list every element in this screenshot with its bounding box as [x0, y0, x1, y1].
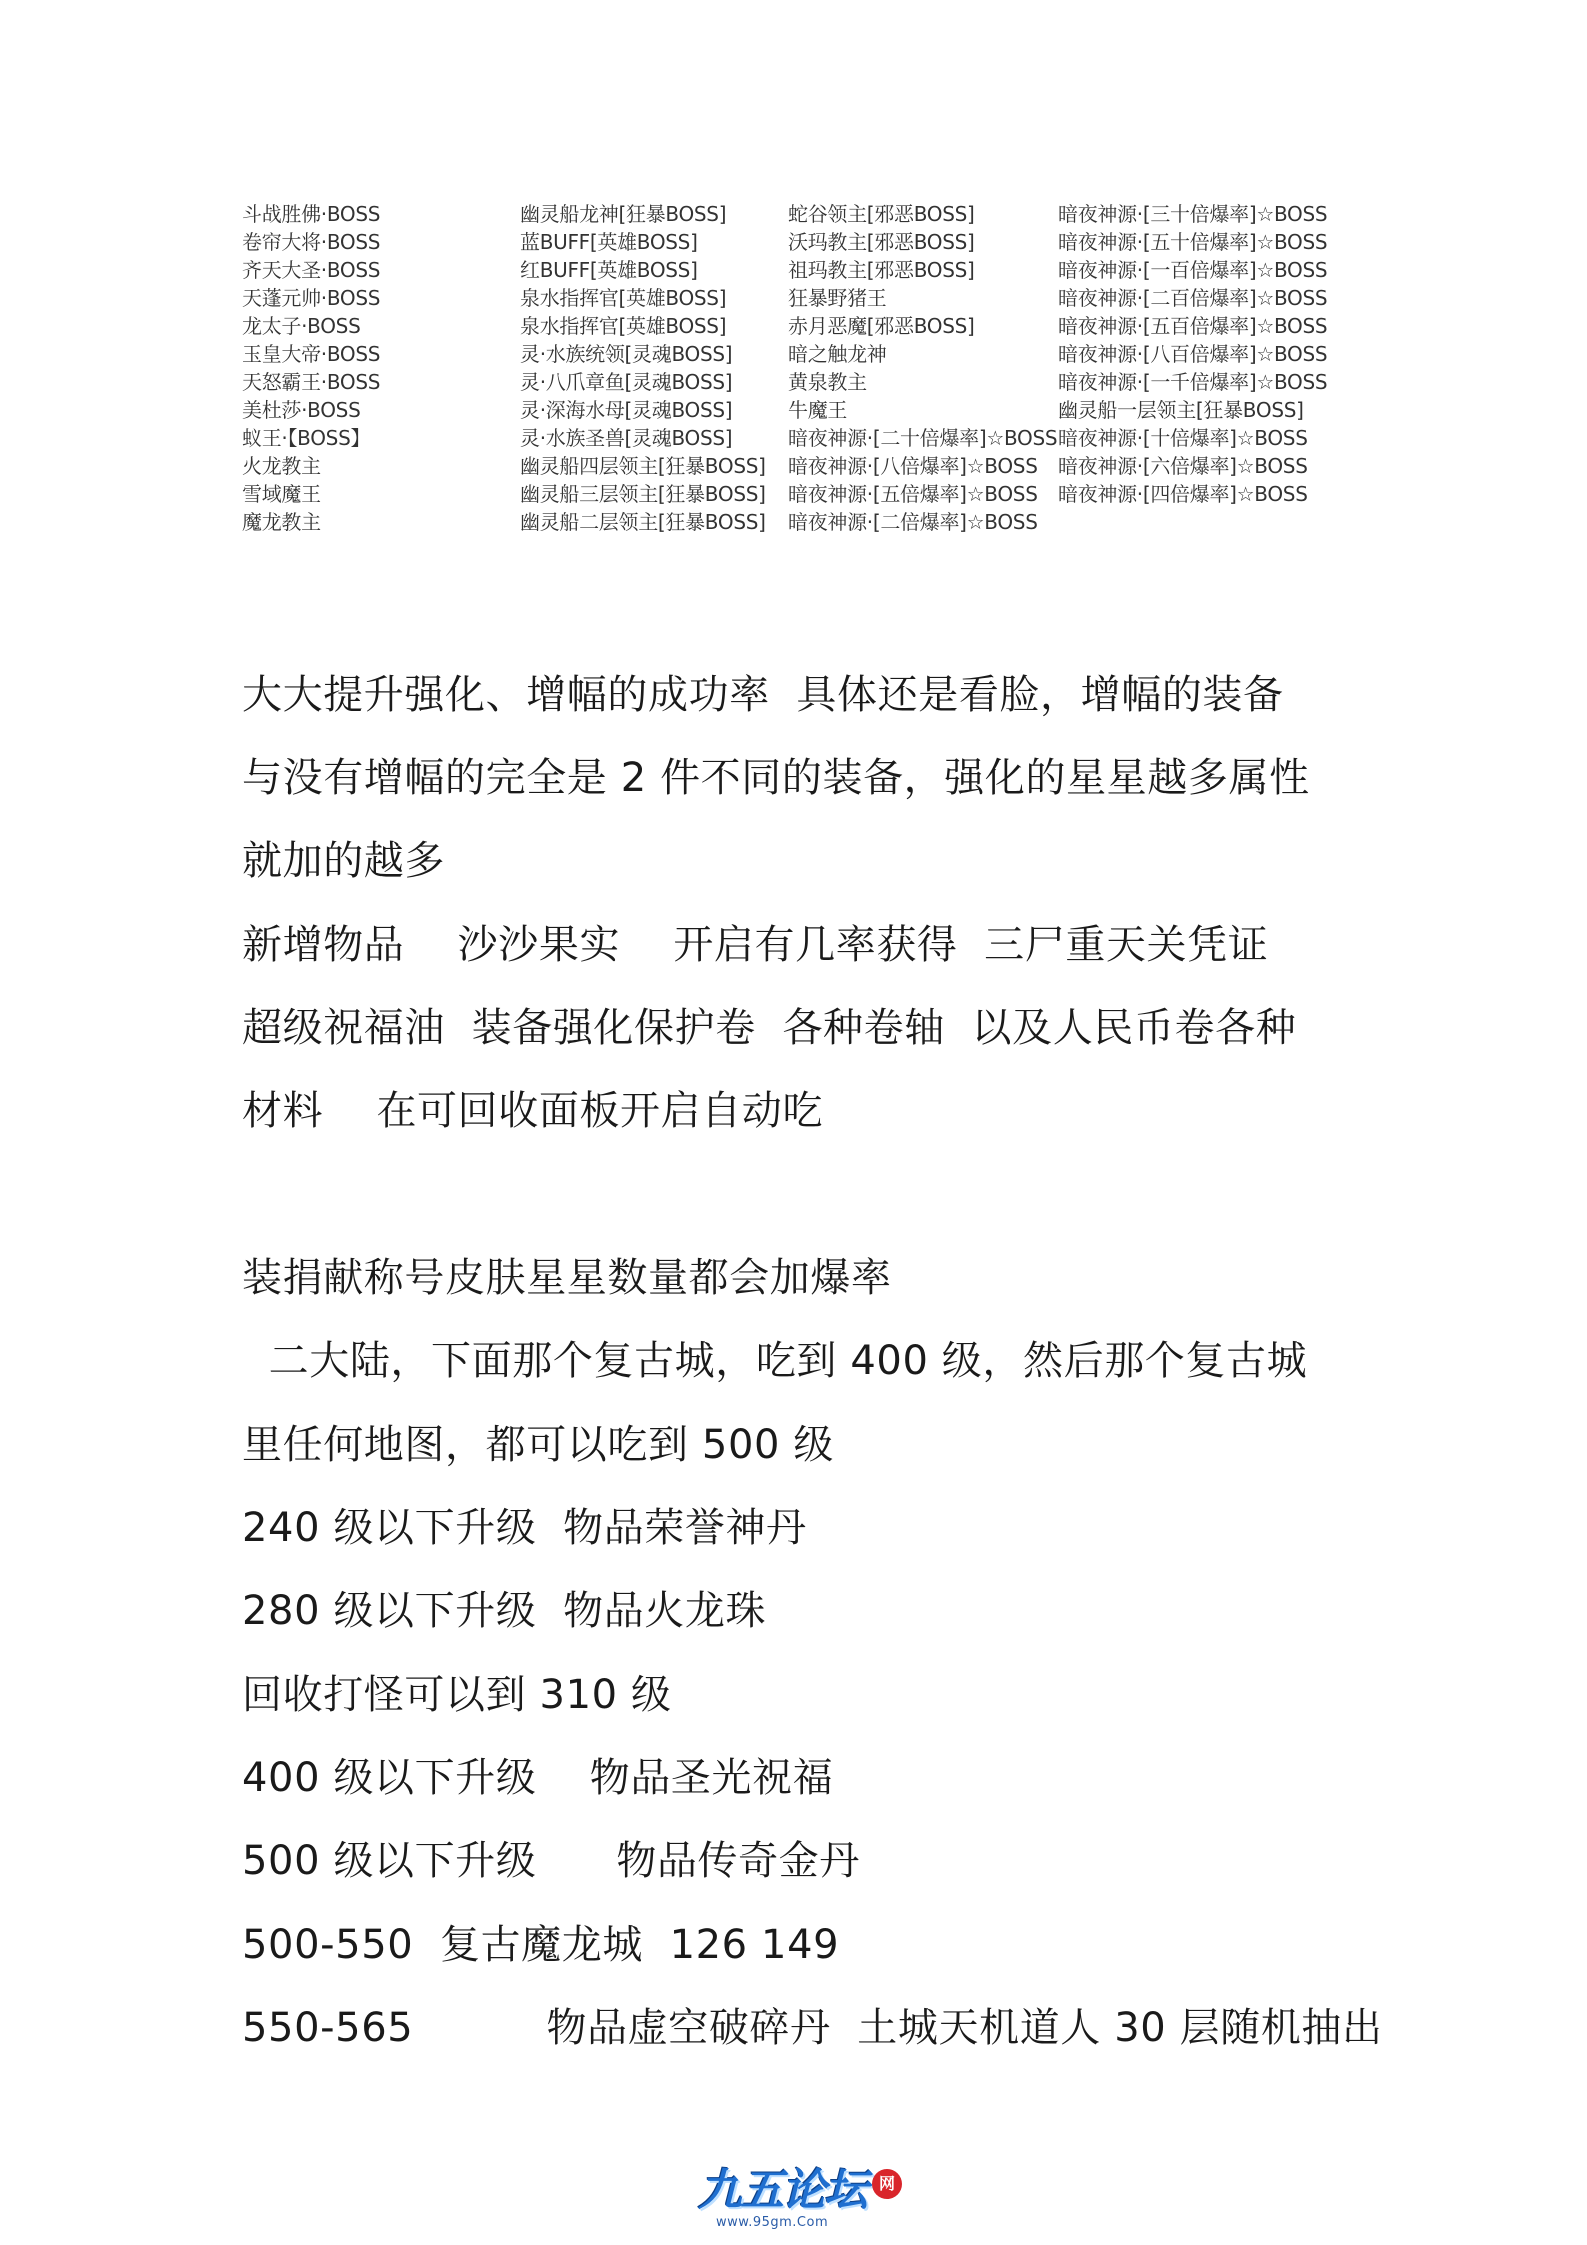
boss-cell: 幽灵船二层领主[狂暴BOSS]: [520, 510, 766, 534]
boss-cell: 幽灵船四层领主[狂暴BOSS]: [520, 454, 766, 478]
boss-cell: 斗战胜佛·BOSS: [242, 202, 381, 226]
boss-cell: 灵·水族统领[灵魂BOSS]: [520, 342, 733, 366]
body-line: 超级祝福油 装备强化保护卷 各种卷轴 以及人民币卷各种: [242, 1005, 1297, 1051]
boss-cell: 蚁王·【BOSS】: [242, 426, 371, 450]
boss-cell: 暗夜神源·[八百倍爆率]☆BOSS: [1058, 342, 1328, 366]
boss-cell: 龙太子·BOSS: [242, 314, 361, 338]
boss-cell: 火龙教主: [242, 454, 321, 478]
boss-cell: 狂暴野猪王: [788, 286, 887, 310]
boss-cell: 暗夜神源·[十倍爆率]☆BOSS: [1058, 426, 1308, 450]
boss-cell: 幽灵船龙神[狂暴BOSS]: [520, 202, 727, 226]
boss-cell: 雪域魔王: [242, 482, 321, 506]
boss-cell: 天怒霸王·BOSS: [242, 370, 381, 394]
boss-cell: 灵·深海水母[灵魂BOSS]: [520, 398, 733, 422]
body-line: 装捐献称号皮肤星星数量都会加爆率: [242, 1255, 892, 1301]
boss-cell: 蓝BUFF[英雄BOSS]: [520, 230, 698, 254]
body-line: 回收打怪可以到 310 级: [242, 1672, 672, 1718]
boss-cell: 暗夜神源·[二倍爆率]☆BOSS: [788, 510, 1038, 534]
boss-cell: 暗夜神源·[八倍爆率]☆BOSS: [788, 454, 1038, 478]
boss-cell: 灵·八爪章鱼[灵魂BOSS]: [520, 370, 733, 394]
body-line: 400 级以下升级 物品圣光祝福: [242, 1755, 834, 1801]
boss-cell: 祖玛教主[邪恶BOSS]: [788, 258, 975, 282]
boss-cell: 暗夜神源·[三十倍爆率]☆BOSS: [1058, 202, 1328, 226]
boss-cell: 暗夜神源·[五百倍爆率]☆BOSS: [1058, 314, 1328, 338]
boss-cell: 卷帘大将·BOSS: [242, 230, 381, 254]
logo-url: www.95gm.Com: [716, 2215, 829, 2230]
body-line: 500 级以下升级 物品传奇金丹: [242, 1838, 860, 1884]
body-line: 240 级以下升级 物品荣誉神丹: [242, 1505, 807, 1551]
boss-cell: 泉水指挥官[英雄BOSS]: [520, 286, 727, 310]
boss-cell: 暗之触龙神: [788, 342, 887, 366]
body-line: 二大陆，下面那个复古城，吃到 400 级，然后那个复古城: [242, 1338, 1308, 1384]
body-line: 就加的越多: [242, 838, 445, 884]
boss-cell: 暗夜神源·[四倍爆率]☆BOSS: [1058, 482, 1308, 506]
boss-cell: 沃玛教主[邪恶BOSS]: [788, 230, 975, 254]
body-line: 里任何地图，都可以吃到 500 级: [242, 1422, 834, 1468]
footer-logo: [694, 2165, 914, 2237]
logo-badge: 网: [872, 2169, 902, 2199]
boss-table: [242, 202, 1362, 542]
boss-cell: 蛇谷领主[邪恶BOSS]: [788, 202, 975, 226]
boss-cell: 齐天大圣·BOSS: [242, 258, 381, 282]
boss-cell: 幽灵船三层领主[狂暴BOSS]: [520, 482, 766, 506]
body-line: 与没有增幅的完全是 2 件不同的装备，强化的星星越多属性: [242, 755, 1310, 801]
boss-cell: 泉水指挥官[英雄BOSS]: [520, 314, 727, 338]
body-line: 280 级以下升级 物品火龙珠: [242, 1588, 767, 1634]
body-line: 500-550 复古魔龙城 126 149: [242, 1922, 840, 1968]
boss-cell: 幽灵船一层领主[狂暴BOSS]: [1058, 398, 1304, 422]
body-line: 新增物品 沙沙果实 开启有几率获得 三尸重天关凭证: [242, 922, 1269, 968]
body-line: 550-565 物品虚空破碎丹 土城天机道人 30 层随机抽出: [242, 2005, 1383, 2051]
boss-cell: 红BUFF[英雄BOSS]: [520, 258, 698, 282]
boss-cell: 黄泉教主: [788, 370, 867, 394]
boss-cell: 玉皇大帝·BOSS: [242, 342, 381, 366]
boss-cell: 赤月恶魔[邪恶BOSS]: [788, 314, 975, 338]
boss-cell: 天蓬元帅·BOSS: [242, 286, 381, 310]
boss-cell: 暗夜神源·[一百倍爆率]☆BOSS: [1058, 258, 1328, 282]
boss-cell: 暗夜神源·[五十倍爆率]☆BOSS: [1058, 230, 1328, 254]
boss-cell: 暗夜神源·[六倍爆率]☆BOSS: [1058, 454, 1308, 478]
boss-cell: 灵·水族圣兽[灵魂BOSS]: [520, 426, 733, 450]
boss-cell: 暗夜神源·[二百倍爆率]☆BOSS: [1058, 286, 1328, 310]
boss-cell: 美杜莎·BOSS: [242, 398, 361, 422]
boss-cell: 暗夜神源·[一千倍爆率]☆BOSS: [1058, 370, 1328, 394]
boss-cell: 牛魔王: [788, 398, 848, 422]
boss-cell: 暗夜神源·[五倍爆率]☆BOSS: [788, 482, 1038, 506]
boss-cell: 暗夜神源·[二十倍爆率]☆BOSS: [788, 426, 1058, 450]
boss-cell: 魔龙教主: [242, 510, 321, 534]
body-line: 材料 在可回收面板开启自动吃: [242, 1088, 824, 1134]
logo-wordmark: 九五论坛: [698, 2165, 866, 2216]
body-line: 大大提升强化、增幅的成功率 具体还是看脸，增幅的装备: [242, 672, 1284, 718]
